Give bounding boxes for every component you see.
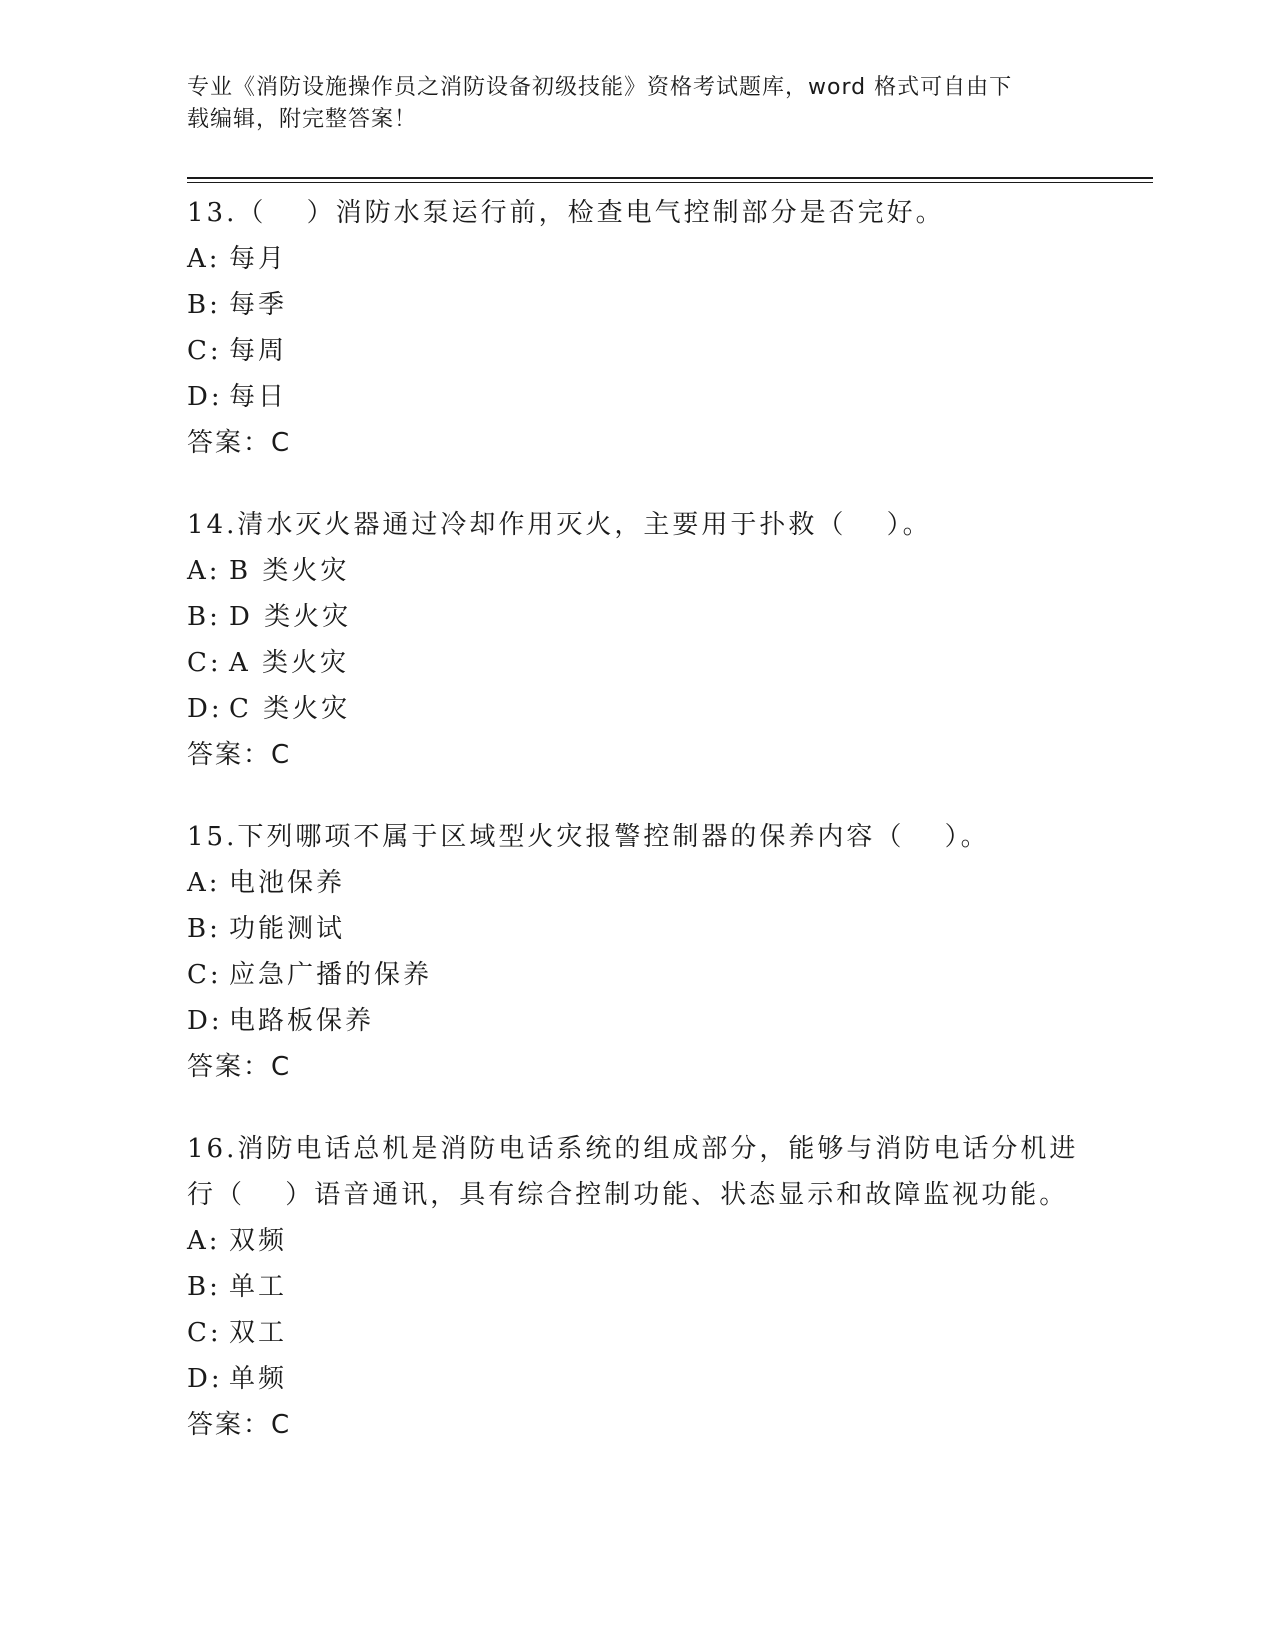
option-text: 单频 bbox=[229, 1364, 288, 1394]
option-key: B: bbox=[187, 290, 221, 320]
option-c bbox=[187, 328, 1087, 374]
question-15 bbox=[187, 814, 1087, 1090]
option-text: 功能测试 bbox=[229, 914, 346, 944]
option-key: D: bbox=[187, 1006, 223, 1036]
answer: 答案：C bbox=[187, 740, 292, 770]
header-line-2: 载编辑，附完整答案！ bbox=[187, 107, 418, 132]
option-a bbox=[187, 1218, 1087, 1264]
header-divider-thick bbox=[187, 177, 1153, 179]
option-key: C: bbox=[187, 336, 222, 366]
question-stem: 15.下列哪项不属于区域型火灾报警控制器的保养内容（ ）。 bbox=[187, 822, 990, 852]
option-key: C: bbox=[187, 648, 222, 678]
option-text: 单工 bbox=[229, 1272, 288, 1302]
option-a bbox=[187, 236, 1087, 282]
option-b bbox=[187, 906, 1087, 952]
option-d bbox=[187, 374, 1087, 420]
option-key: D: bbox=[187, 1364, 223, 1394]
option-d bbox=[187, 998, 1087, 1044]
answer: 答案：C bbox=[187, 1410, 292, 1440]
option-text: 每月 bbox=[229, 244, 288, 274]
answer: 答案：C bbox=[187, 428, 292, 458]
option-text: 每周 bbox=[229, 336, 288, 366]
option-b bbox=[187, 594, 1087, 640]
question-stem: 14.清水灭火器通过冷却作用灭火，主要用于扑救（ ）。 bbox=[187, 510, 932, 540]
option-text: B 类火灾 bbox=[229, 556, 350, 586]
option-text: A 类火灾 bbox=[229, 648, 350, 678]
option-c bbox=[187, 1310, 1087, 1356]
option-a bbox=[187, 860, 1087, 906]
option-key: B: bbox=[187, 602, 221, 632]
option-text: 电路板保养 bbox=[229, 1006, 375, 1036]
question-list bbox=[187, 190, 1087, 1484]
option-key: D: bbox=[187, 382, 223, 412]
option-text: 电池保养 bbox=[229, 868, 346, 898]
question-stem: 13.（ ）消防水泵运行前，检查电气控制部分是否完好。 bbox=[187, 198, 945, 228]
question-stem-line-1: 16.消防电话总机是消防电话系统的组成部分，能够与消防电话分机进 bbox=[187, 1134, 1079, 1164]
question-stem-line-2: 行（ ）语音通讯，具有综合控制功能、状态显示和故障监视功能。 bbox=[187, 1180, 1069, 1210]
option-d bbox=[187, 686, 1087, 732]
option-text: 每日 bbox=[229, 382, 288, 412]
option-c bbox=[187, 952, 1087, 998]
option-key: A: bbox=[187, 868, 221, 898]
option-text: 每季 bbox=[229, 290, 288, 320]
option-key: A: bbox=[187, 244, 221, 274]
option-key: A: bbox=[187, 1226, 221, 1256]
option-text: D 类火灾 bbox=[229, 602, 352, 632]
question-14 bbox=[187, 502, 1087, 778]
option-key: C: bbox=[187, 960, 222, 990]
option-text: 应急广播的保养 bbox=[229, 960, 433, 990]
option-text: 双频 bbox=[229, 1226, 288, 1256]
header-line-1: 专业《消防设施操作员之消防设备初级技能》资格考试题库，word 格式可自由下 bbox=[187, 75, 1013, 100]
option-text: 双工 bbox=[229, 1318, 288, 1348]
option-d bbox=[187, 1356, 1087, 1402]
option-key: D: bbox=[187, 694, 223, 724]
option-b bbox=[187, 1264, 1087, 1310]
document-header bbox=[187, 72, 1067, 136]
option-key: C: bbox=[187, 1318, 222, 1348]
option-text: C 类火灾 bbox=[229, 694, 351, 724]
option-key: A: bbox=[187, 556, 221, 586]
question-16 bbox=[187, 1126, 1087, 1448]
option-a bbox=[187, 548, 1087, 594]
answer: 答案：C bbox=[187, 1052, 292, 1082]
option-key: B: bbox=[187, 1272, 221, 1302]
option-b bbox=[187, 282, 1087, 328]
header-divider-thin bbox=[187, 182, 1153, 183]
question-13 bbox=[187, 190, 1087, 466]
option-key: B: bbox=[187, 914, 221, 944]
option-c bbox=[187, 640, 1087, 686]
